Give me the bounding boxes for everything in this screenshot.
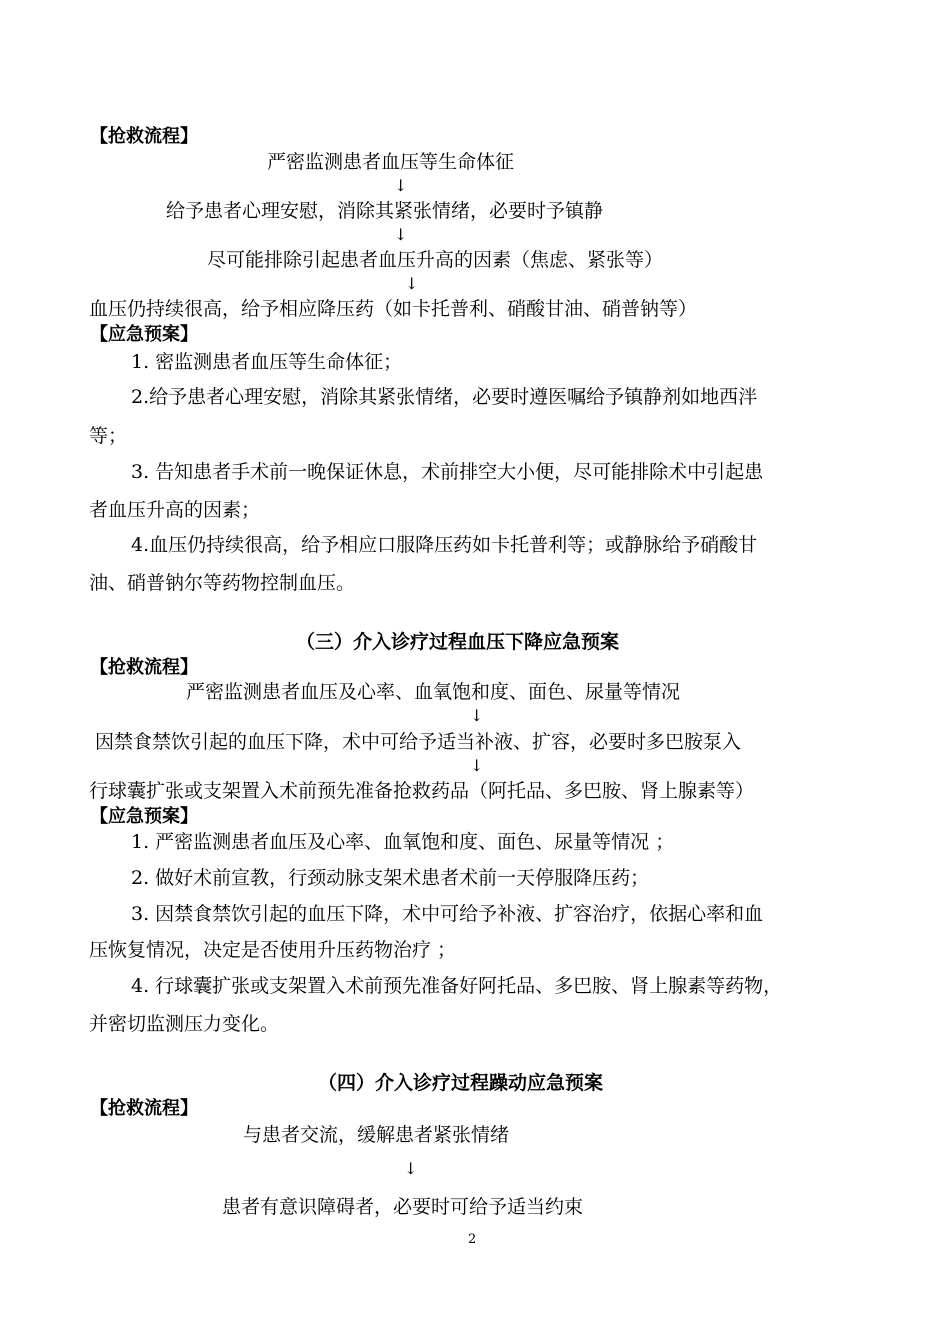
flow-step: 因禁食禁饮引起的血压下降，术中可给予适当补液、扩容，必要时多巴胺泵入	[95, 731, 742, 753]
flow-step: 与患者交流，缓解患者紧张情绪	[243, 1124, 510, 1146]
down-arrow-icon: ↓	[394, 225, 408, 244]
down-arrow-icon: ↓	[470, 756, 484, 775]
flow-step: 严密监测患者血压等生命体征	[267, 151, 515, 173]
down-arrow-icon: ↓	[404, 1159, 418, 1178]
flow-heading: 【抢救流程】	[90, 657, 198, 678]
flow-step: 行球囊扩张或支架置入术前预先准备抢救药品（阿托品、多巴胺、肾上腺素等）	[89, 780, 755, 802]
down-arrow-icon: ↓	[405, 274, 419, 293]
plan-heading: 【应急预案】	[90, 806, 198, 827]
flow-step: 血压仍持续很高，给予相应降压药（如卡托普利、硝酸甘油、硝普钠等）	[89, 298, 698, 320]
plan-line: 4. 行球囊扩张或支架置入术前预先准备好阿托品、多巴胺、肾上腺素等药物，	[131, 975, 783, 997]
plan-line: 2. 做好术前宣教，行颈动脉支架术患者术前一天停服降压药；	[131, 867, 650, 889]
plan-line: 1. 严密监测患者血压及心率、血氧饱和度、面色、尿量等情况 ；	[131, 831, 675, 853]
flow-heading: 【抢救流程】	[90, 126, 198, 147]
flow-step: 给予患者心理安慰，消除其紧张情绪，必要时予镇静	[166, 200, 604, 222]
flow-step: 严密监测患者血压及心率、血氧饱和度、面色、尿量等情况	[186, 681, 681, 703]
section-title: （三）介入诊疗过程血压下降应急预案	[296, 631, 620, 653]
plan-line: 3. 因禁食禁饮引起的血压下降，术中可给予补液、扩容治疗，依据心率和血	[131, 903, 764, 925]
plan-line: 油、硝普钠尔等药物控制血压。	[89, 572, 356, 594]
plan-line: 2.给予患者心理安慰，消除其紧张情绪，必要时遵医嘱给予镇静剂如地西泮	[131, 386, 758, 408]
flow-step: 尽可能排除引起患者血压升高的因素（焦虑、紧张等）	[207, 249, 664, 271]
down-arrow-icon: ↓	[394, 176, 408, 195]
flow-step: 患者有意识障碍者，必要时可给予适当约束	[222, 1196, 584, 1218]
plan-line: 并密切监测压力变化。	[89, 1013, 280, 1035]
plan-line: 3. 告知患者手术前一晚保证休息，术前排空大小便，尽可能排除术中引起患	[131, 461, 764, 483]
down-arrow-icon: ↓	[470, 706, 484, 725]
plan-line: 1. 密监测患者血压等生命体征；	[131, 351, 403, 373]
page-number: 2	[468, 1232, 477, 1247]
section-title: （四）介入诊疗过程躁动应急预案	[318, 1072, 604, 1094]
flow-heading: 【抢救流程】	[90, 1098, 198, 1119]
plan-line: 者血压升高的因素；	[89, 499, 261, 521]
plan-line: 4.血压仍持续很高，给予相应口服降压药如卡托普利等；或静脉给予硝酸甘	[131, 534, 758, 556]
plan-line: 压恢复情况，决定是否使用升压药物治疗 ；	[89, 939, 457, 961]
plan-line: 等；	[89, 425, 128, 447]
plan-heading: 【应急预案】	[90, 324, 198, 345]
